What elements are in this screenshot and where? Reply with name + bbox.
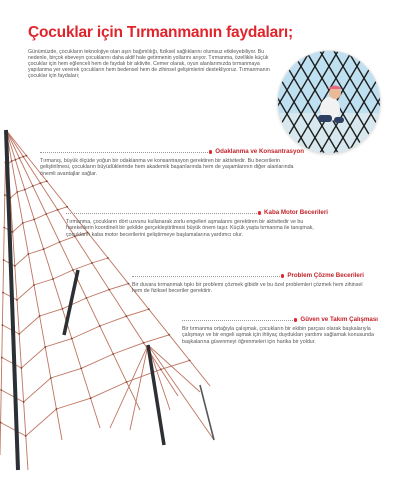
intro-paragraph: Günümüzde, çocukların teknolojiye olan aşırı bağımlılığı, fiziksel sağlıklarını olumsuz etkileyebiliyor. Bu nedenle, birçok ebeveyn çocuklarını daha aktif hale getirmenin yollarını arıyor. Tırmanma, özellikle küçük çocuklar için hem eğlenceli hem de faydalı bir aktivite. Cemer olarak, oyun alanlarımızda tırmanmaya yapılanma yer vererek çocukların hem bedensel hem de zihinsel gelişimlerini destekliyoruz. Tırmanmanın çocuklar için faydaları; — [28, 49, 270, 80]
benefit-section-gross-motor — [66, 209, 328, 238]
page-title: Çocuklar için Tırmanmanın faydaları; — [28, 24, 293, 41]
benefit-section-trust-teamwork — [182, 316, 378, 345]
bullet-dot-icon — [258, 211, 261, 214]
section-title: Güven ve Takım Çalışması — [300, 315, 378, 323]
bullet-dot-icon — [294, 318, 297, 321]
bullet-dot-icon — [209, 150, 212, 153]
section-body: Bir duvara tırmanmak tıpkı bir problemi çözmek gibidir ve bu özel problemleri çözmek hem zihinsel hem de fiziksel beceriler gerektirir. — [132, 282, 363, 295]
section-title: Odaklanma ve Konsantrasyon — [215, 147, 304, 155]
benefit-section-focus — [40, 148, 304, 177]
child-climbing-photo — [278, 51, 380, 153]
bullet-dot-icon — [281, 274, 284, 277]
section-body: Tırmanma, çocukların dört uzvunu kullanarak zorlu engelleri aşmalarını gerektiren bir aktivitedir ve bu hareketlerin koordineli bir şekilde gerçekleştirilmesi büyük önem taşır. Küçük yaşta tırmanma ile tanışmak, çocukların kaba motor becerilerini geliştirmeye başlamalarına yardımcı olur. — [66, 219, 314, 238]
section-body: Bir tırmanma ortağıyla çalışmak, çocukların bir ekibin parçası olarak başkalarıyla çalışmayı ve bir engeli aşmak için ihtiyaç duydukları yardımı sağlamak konusunda başkalarına güvenmeyi öğrenmeleri için harika bir yoldur. — [182, 326, 374, 345]
section-body: Tırmanış, büyük ölçüde yoğun bir odaklanma ve konsantrasyon gerektiren bir aktivitedir. Bu becerilerin geliştirilmesi, çocukların büyüdüklerinde hem akademik başarılarında hem de yaşamlarının diğer alanlarında önemli avantajlar sağlar. — [40, 158, 294, 177]
section-title: Problem Çözme Becerileri — [287, 271, 364, 279]
section-title: Kaba Motor Becerileri — [264, 208, 328, 216]
benefit-section-problem-solving — [132, 272, 364, 295]
